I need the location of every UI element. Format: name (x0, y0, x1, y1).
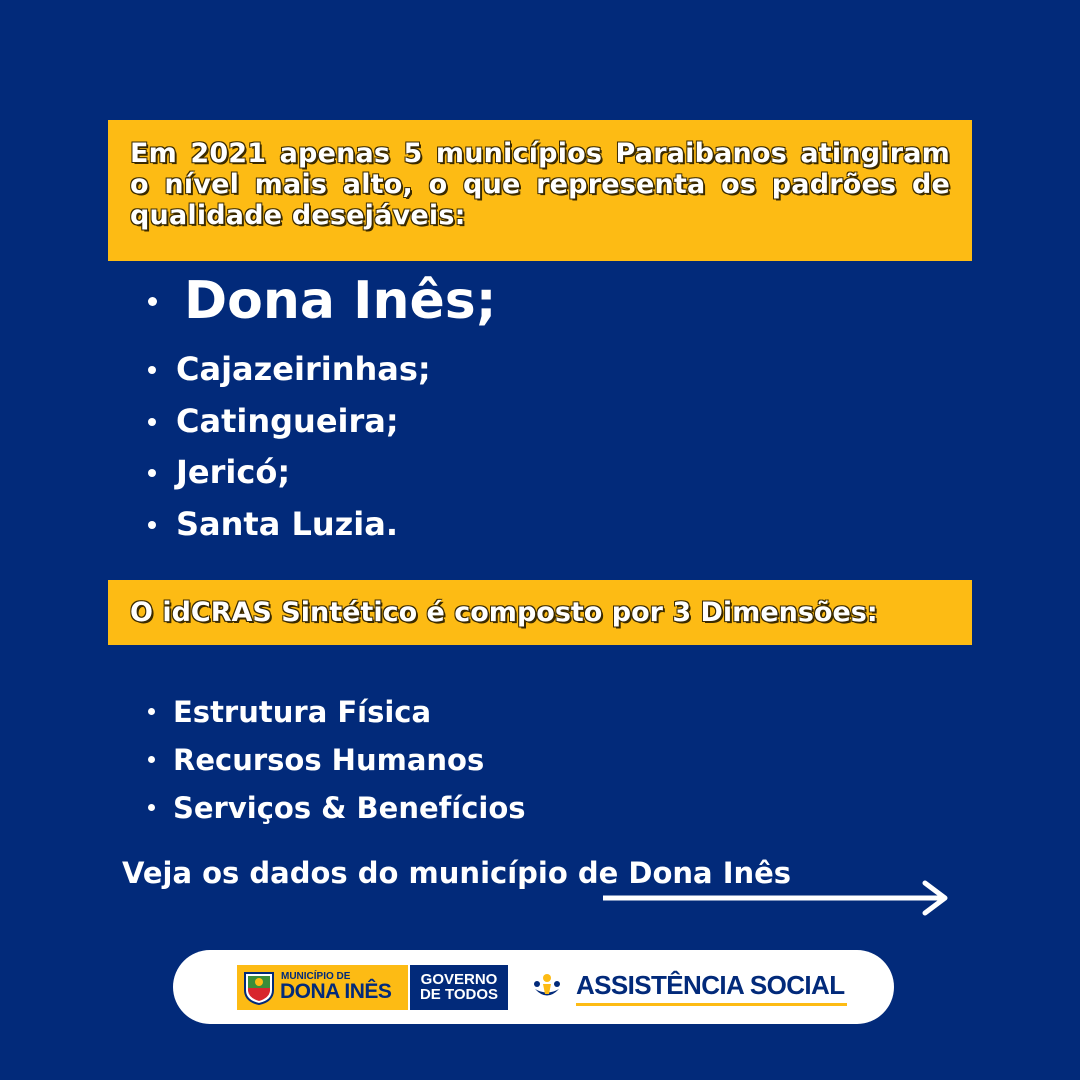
crest-icon (242, 970, 276, 1005)
governo-line-1: GOVERNO (420, 971, 498, 988)
list-item: Serviços & Benefícios (148, 784, 526, 832)
intro-text: Em 2021 apenas 5 municípios Paraibanos atingiram o nível mais alto, o que representa os padrões de qualidade desejáveis: (130, 138, 950, 231)
intro-banner (108, 120, 972, 261)
dimensions-title: O idCRAS Sintético é composto por 3 Dimensões: (130, 597, 878, 628)
cities-list (148, 270, 496, 550)
governo-badge (410, 965, 508, 1010)
people-icon (532, 972, 562, 1002)
arrow-right-icon (603, 880, 953, 920)
list-item: Estrutura Física (148, 688, 526, 736)
dimensions-list (148, 688, 526, 832)
dimensions-banner (108, 580, 972, 645)
list-item-dona-ines: Dona Inês; (148, 270, 496, 344)
cta-text: Veja os dados do município de Dona Inês (122, 856, 792, 890)
list-item: Catingueira; (148, 396, 496, 448)
list-item: Recursos Humanos (148, 736, 526, 784)
assistencia-social-label: ASSISTÊNCIA SOCIAL (576, 970, 845, 1000)
list-item: Cajazeirinhas; (148, 344, 496, 396)
municipio-logo (237, 965, 508, 1010)
footer-logos (173, 950, 894, 1024)
assistencia-underline (576, 1003, 847, 1006)
municipio-label: MUNICÍPIO DE (281, 971, 351, 982)
governo-line-2: DE TODOS (419, 986, 499, 1003)
list-item: Santa Luzia. (148, 499, 496, 551)
municipio-name: DONA INÊS (280, 980, 392, 1003)
list-item: Jericó; (148, 447, 496, 499)
